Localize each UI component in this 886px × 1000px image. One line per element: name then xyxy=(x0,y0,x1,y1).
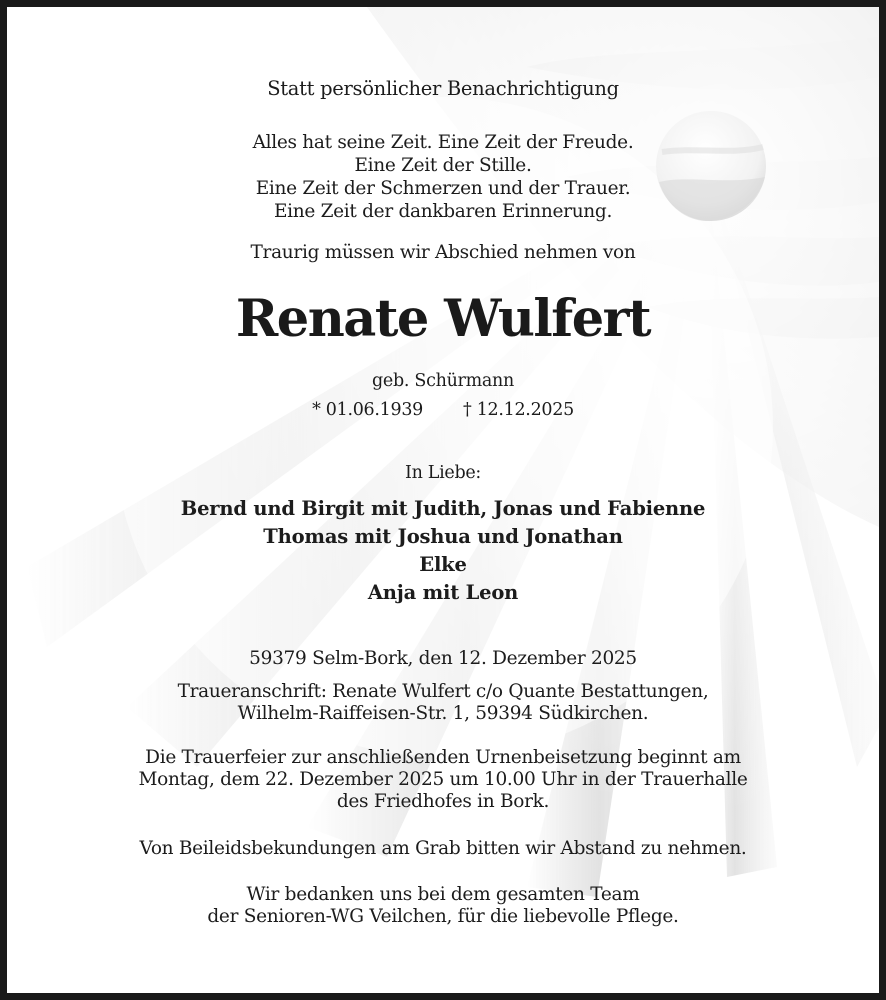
mourner-line: Thomas mit Joshua und Jonathan xyxy=(263,525,623,548)
notice-content xyxy=(7,7,879,993)
thanks-line: Wir bedanken uns bei dem gesamten Team xyxy=(246,884,640,905)
poem-line: Eine Zeit der dankbaren Erinnerung. xyxy=(273,201,613,222)
in-love-label: In Liebe: xyxy=(404,463,482,483)
ceremony-line: Die Trauerfeier zur anschließenden Urnenbeisetzung beginnt am xyxy=(145,747,741,768)
poem-line: Alles hat seine Zeit. Eine Zeit der Freude. xyxy=(252,132,634,153)
poem-line: Eine Zeit der Stille. xyxy=(354,155,532,176)
life-dates xyxy=(7,399,879,421)
birth-date: * 01.06.1939 xyxy=(312,400,423,420)
ceremony-line: Montag, dem 22. Dezember 2025 um 10.00 Uhr in der Trauerhalle xyxy=(138,769,748,790)
notice-header: Statt persönlicher Benachrichtigung xyxy=(267,77,619,100)
mourner-line: Elke xyxy=(419,553,467,576)
farewell-intro: Traurig müssen wir Abschied nehmen von xyxy=(250,242,636,263)
condolences-note: Von Beileidsbekundungen am Grab bitten wir Abstand zu nehmen. xyxy=(139,838,747,859)
place-date: 59379 Selm-Bork, den 12. Dezember 2025 xyxy=(249,648,637,669)
address-line: Wilhelm-Raiffeisen-Str. 1, 59394 Südkirchen. xyxy=(237,703,649,724)
death-date: † 12.12.2025 xyxy=(463,400,574,420)
mourner-line: Anja mit Leon xyxy=(367,581,519,604)
thanks-line: der Senioren-WG Veilchen, für die liebevolle Pflege. xyxy=(207,906,679,927)
poem-line: Eine Zeit der Schmerzen und der Trauer. xyxy=(255,178,631,199)
maiden-name: geb. Schürmann xyxy=(372,371,514,391)
ceremony-line: des Friedhofes in Bork. xyxy=(336,791,550,812)
address-line: Traueranschrift: Renate Wulfert c/o Quante Bestattungen, xyxy=(177,681,709,702)
deceased-name: Renate Wulfert xyxy=(235,289,651,349)
mourner-line: Bernd und Birgit mit Judith, Jonas und Fabienne xyxy=(180,497,706,520)
